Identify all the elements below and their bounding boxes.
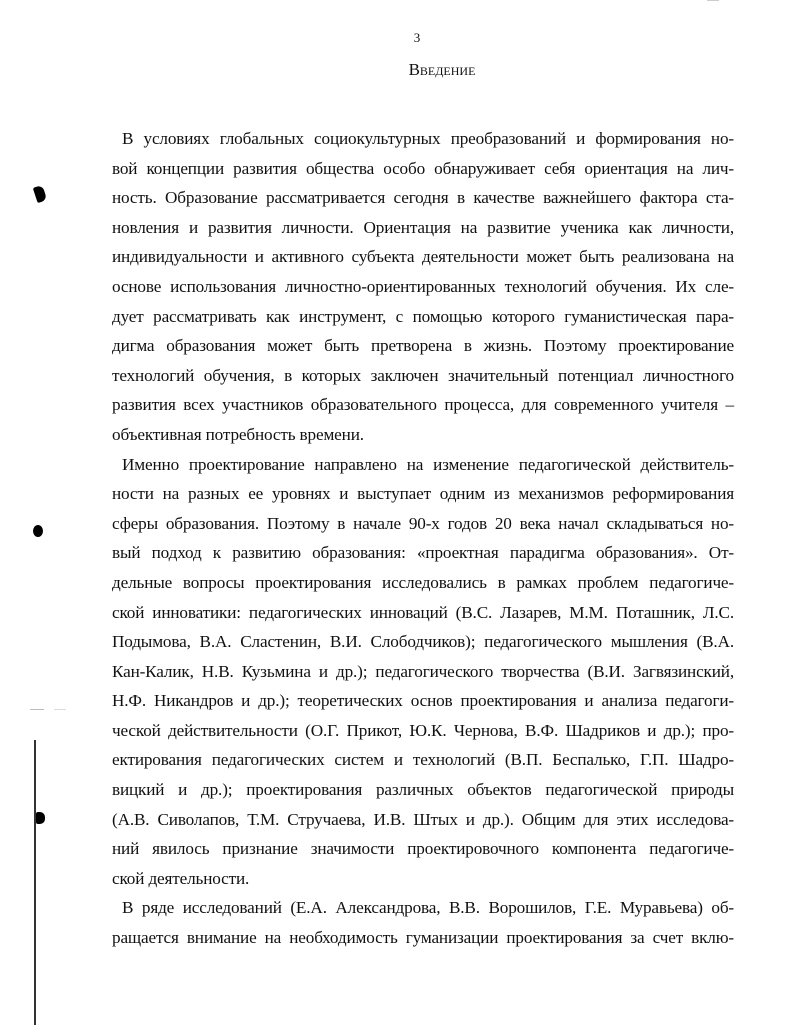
text-line: технологий обучения, в которых заключен значительный потенциал личностного <box>112 365 734 385</box>
text-line: ности на разных ее уровнях и выступает одним из механизмов реформирования <box>112 484 734 504</box>
text-line: дует рассматривать как инструмент, с помощью которого гуманистическая пара- <box>112 306 734 326</box>
text-line: (А.В. Сиволапов, Т.М. Стручаева, И.В. Штых и др.). Общим для этих исследова- <box>112 809 734 829</box>
text-line: В условиях глобальных социокультурных преобразований и формирования но- <box>122 129 734 148</box>
text-line: В ряде исследований (Е.А. Александрова, В.В. Ворошилов, Г.Е. Муравьева) об- <box>122 898 734 918</box>
text-line: объективная потребность времени. <box>112 424 364 444</box>
text-line: ность. Образование рассматривается сегодня в качестве важнейшего фактора ста- <box>112 188 734 208</box>
page-number: 3 <box>413 30 421 45</box>
text-line: развития всех участников образовательного процесса, для современного учителя – <box>112 395 734 415</box>
text-line: дигма образования может быть претворена в жизнь. Поэтому проектирование <box>112 336 734 356</box>
text-line: дельные вопросы проектирования исследовались в рамках проблем педагогиче- <box>112 572 734 592</box>
margin-dot-mark <box>33 525 43 537</box>
text-line: индивидуальности и активного субъекта деятельности может быть реализована на <box>112 247 734 267</box>
margin-flag-mark <box>36 812 45 824</box>
text-line: основе использования личностно-ориентированных технологий обучения. Их сле- <box>112 276 734 296</box>
scan-margin-line <box>34 740 36 1025</box>
text-line: сферы образования. Поэтому в начале 90-х годов 20 века начал складываться но- <box>112 513 734 533</box>
text-line: вицкий и др.); проектирования различных объектов педагогической природы <box>112 780 734 800</box>
text-line: ческой действительности (О.Г. Прикот, Ю.К. Чернова, В.Ф. Шадриков и др.); про- <box>112 720 734 740</box>
text-line: ний явилось признание значимости проектировочного компонента педагогиче- <box>112 839 734 859</box>
scan-margin-dash-faint <box>54 709 66 710</box>
body-text <box>112 124 734 953</box>
text-line: ектирования педагогических систем и технологий (В.П. Беспалько, Г.П. Шадро- <box>112 750 734 770</box>
text-line: вой концепции развития общества особо обнаруживает себя ориентация на лич- <box>112 158 734 178</box>
section-title: Введение <box>408 60 476 79</box>
scan-corner-dash <box>707 0 719 1</box>
text-line: ской деятельности. <box>112 868 250 888</box>
scan-margin-dash <box>30 709 44 710</box>
text-line: новления и развития личности. Ориентация на развитие ученика как личности, <box>112 217 734 237</box>
text-line: Кан-Калик, Н.В. Кузьмина и др.); педагогического творчества (В.И. Загвязинский, <box>112 661 734 681</box>
text-line: Именно проектирование направлено на изменение педагогической действитель- <box>122 454 734 474</box>
margin-arrow-mark <box>33 185 47 203</box>
text-line: ской инноватики: педагогических инноваций (В.С. Лазарев, М.М. Поташник, Л.С. <box>112 602 734 622</box>
text-line: Н.Ф. Никандров и др.); теоретических основ проектирования и анализа педагоги- <box>112 691 734 711</box>
text-line: ращается внимание на необходимость гуманизации проектирования за счет вклю- <box>112 928 734 948</box>
text-line: Подымова, В.А. Сластенин, В.И. Слободчиков); педагогического мышления (В.А. <box>112 632 734 652</box>
text-line: вый подход к развитию образования: «проектная парадигма образования». От- <box>112 543 734 563</box>
